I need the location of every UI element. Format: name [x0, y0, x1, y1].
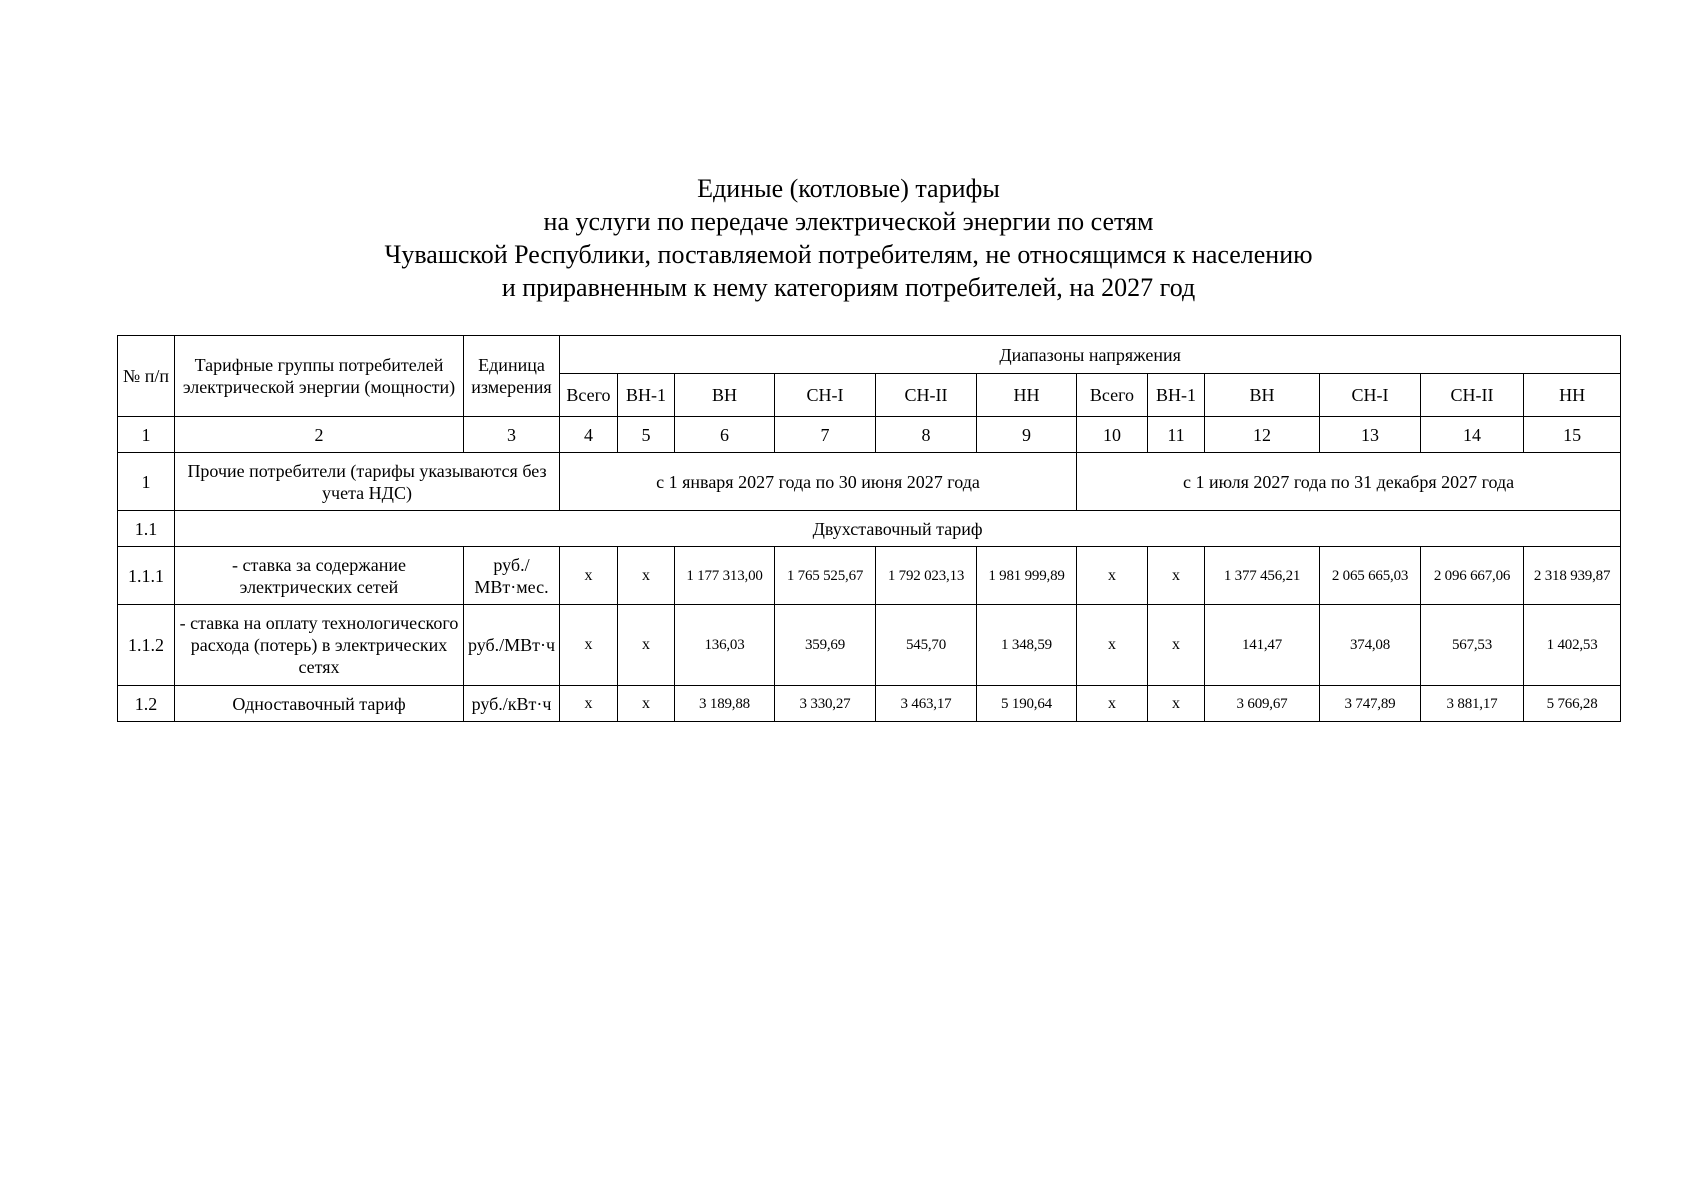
colnum-cell: 1: [118, 417, 175, 453]
value-cell: 1 792 023,13: [876, 547, 977, 605]
value-cell: 1 402,53: [1524, 605, 1621, 686]
colnum-cell: 15: [1524, 417, 1621, 453]
header-col-vn-1: ВН: [675, 374, 775, 417]
header-col-nn-2: НН: [1524, 374, 1621, 417]
header-col-vn-2: ВН: [1205, 374, 1320, 417]
value-cell: 1 981 999,89: [977, 547, 1077, 605]
value-cell: x: [560, 547, 618, 605]
colnum-cell: 8: [876, 417, 977, 453]
value-cell: 567,53: [1421, 605, 1524, 686]
period-first-half: с 1 января 2027 года по 30 июня 2027 года: [560, 453, 1077, 511]
value-cell: 1 377 456,21: [1205, 547, 1320, 605]
colnum-cell: 3: [464, 417, 560, 453]
colnum-cell: 7: [775, 417, 876, 453]
colnum-cell: 13: [1320, 417, 1421, 453]
document-title: [0, 172, 1697, 304]
header-groups: Тарифные группы потребителей электрической энергии (мощности): [175, 336, 464, 417]
header-col-total-1: Всего: [560, 374, 618, 417]
header-no: № п/п: [118, 336, 175, 417]
value-cell: x: [618, 547, 675, 605]
row-name: - ставка на оплату технологического расхода (потерь) в электрических сетях: [175, 605, 464, 686]
table-row-1: [118, 453, 1621, 511]
value-cell: x: [1148, 605, 1205, 686]
header-col-nn-1: НН: [977, 374, 1077, 417]
value-cell: 545,70: [876, 605, 977, 686]
title-line-3: Чувашской Республики, поставляемой потребителям, не относящимся к населению: [384, 240, 1313, 269]
header-col-vn1-1: ВН-1: [618, 374, 675, 417]
row-unit: руб./МВт·мес.: [464, 547, 560, 605]
tariff-table: [117, 335, 1621, 722]
row-unit: руб./кВт·ч: [464, 686, 560, 722]
header-col-total-2: Всего: [1077, 374, 1148, 417]
header-unit: Единица измерения: [464, 336, 560, 417]
colnum-cell: 2: [175, 417, 464, 453]
colnum-cell: 9: [977, 417, 1077, 453]
value-cell: 2 318 939,87: [1524, 547, 1621, 605]
value-cell: 3 189,88: [675, 686, 775, 722]
column-number-row: [118, 417, 1621, 453]
value-cell: 136,03: [675, 605, 775, 686]
value-cell: 3 330,27: [775, 686, 876, 722]
value-cell: x: [1077, 686, 1148, 722]
row-number: 1: [118, 453, 175, 511]
row-number: 1.2: [118, 686, 175, 722]
value-cell: 1 177 313,00: [675, 547, 775, 605]
row-name: Одноставочный тариф: [175, 686, 464, 722]
row-name: Прочие потребители (тарифы указываются без учета НДС): [175, 453, 560, 511]
colnum-cell: 4: [560, 417, 618, 453]
value-cell: 5 190,64: [977, 686, 1077, 722]
value-cell: 2 065 665,03: [1320, 547, 1421, 605]
title-line-4: и приравненным к нему категориям потребителей, на 2027 год: [501, 273, 1196, 302]
value-cell: 3 463,17: [876, 686, 977, 722]
colnum-cell: 5: [618, 417, 675, 453]
value-cell: 1 765 525,67: [775, 547, 876, 605]
header-col-sn2-1: СН-II: [876, 374, 977, 417]
colnum-cell: 10: [1077, 417, 1148, 453]
table-row-1-1-2: [118, 605, 1621, 686]
value-cell: 374,08: [1320, 605, 1421, 686]
value-cell: 3 609,67: [1205, 686, 1320, 722]
row-number: 1.1.2: [118, 605, 175, 686]
value-cell: 2 096 667,06: [1421, 547, 1524, 605]
period-second-half: с 1 июля 2027 года по 31 декабря 2027 года: [1077, 453, 1621, 511]
title-line-1: Единые (котловые) тарифы: [697, 174, 1000, 203]
value-cell: x: [1077, 547, 1148, 605]
table-row-1-2: [118, 686, 1621, 722]
value-cell: x: [560, 605, 618, 686]
colnum-cell: 12: [1205, 417, 1320, 453]
header-col-vn1-2: ВН-1: [1148, 374, 1205, 417]
header-row-1: [118, 336, 1621, 374]
colnum-cell: 11: [1148, 417, 1205, 453]
value-cell: 3 747,89: [1320, 686, 1421, 722]
value-cell: x: [618, 686, 675, 722]
value-cell: 1 348,59: [977, 605, 1077, 686]
row-unit: руб./МВт·ч: [464, 605, 560, 686]
table-row-1-1: [118, 511, 1621, 547]
row-number: 1.1: [118, 511, 175, 547]
value-cell: x: [618, 605, 675, 686]
colnum-cell: 6: [675, 417, 775, 453]
row-name: - ставка за содержание электрических сетей: [175, 547, 464, 605]
table-row-1-1-1: [118, 547, 1621, 605]
header-col-sn2-2: СН-II: [1421, 374, 1524, 417]
value-cell: x: [1077, 605, 1148, 686]
title-line-2: на услуги по передаче электрической энергии по сетям: [543, 207, 1154, 236]
value-cell: x: [1148, 547, 1205, 605]
row-name: Двухставочный тариф: [175, 511, 1621, 547]
value-cell: 5 766,28: [1524, 686, 1621, 722]
row-number: 1.1.1: [118, 547, 175, 605]
value-cell: x: [560, 686, 618, 722]
colnum-cell: 14: [1421, 417, 1524, 453]
header-voltage-ranges: Диапазоны напряжения: [560, 336, 1621, 374]
header-col-sn1-1: СН-I: [775, 374, 876, 417]
value-cell: 3 881,17: [1421, 686, 1524, 722]
header-col-sn1-2: СН-I: [1320, 374, 1421, 417]
value-cell: 141,47: [1205, 605, 1320, 686]
value-cell: 359,69: [775, 605, 876, 686]
value-cell: x: [1148, 686, 1205, 722]
